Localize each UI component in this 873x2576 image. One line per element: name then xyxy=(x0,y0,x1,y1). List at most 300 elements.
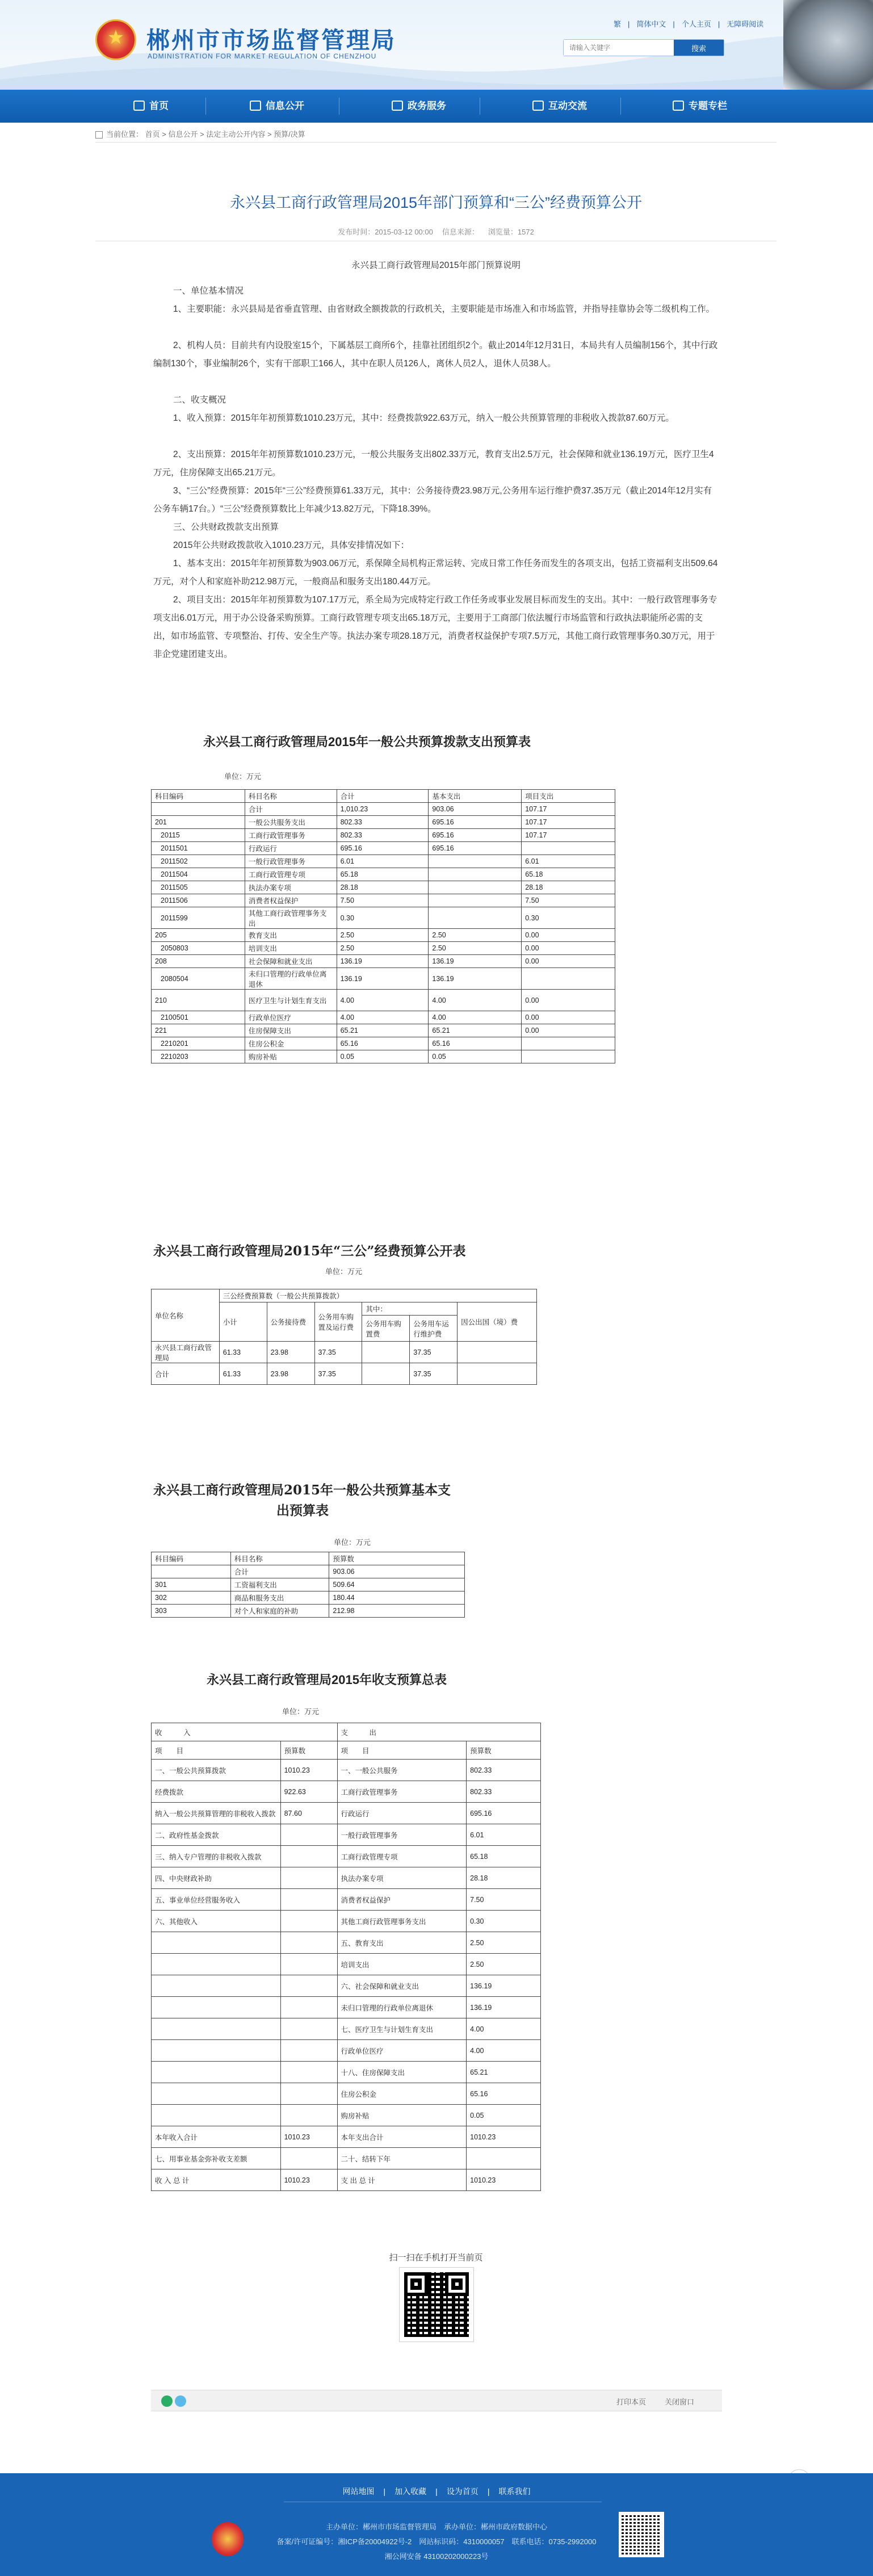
table-cell xyxy=(522,1050,615,1063)
table-row xyxy=(152,1975,541,1997)
link-contact[interactable]: 联系我们 xyxy=(498,2487,531,2496)
table-header: 项 目 xyxy=(337,1741,467,1760)
table-cell: 136.19 xyxy=(337,955,429,968)
table-row xyxy=(152,2062,541,2083)
table-cell: 七、用事业基金弥补收支差额 xyxy=(152,2148,281,2169)
table-cell: 28.18 xyxy=(522,881,615,894)
table-row xyxy=(152,1342,537,1363)
table-cell: 住房公积金 xyxy=(245,1037,337,1050)
table-cell: 695.16 xyxy=(467,1803,541,1824)
table-header: 公务用车购置费 xyxy=(362,1316,410,1342)
table-cell xyxy=(280,1975,337,1997)
table-cell xyxy=(280,1911,337,1932)
table-cell: 三、纳入专户管理的非税收入拨款 xyxy=(152,1846,281,1867)
table-cell: 2080504 xyxy=(152,968,245,990)
paragraph: 2、项目支出：2015年年初预算数为107.17万元，系全局为完成特定行政工作任务或事业发展目标而发生的支出。其中：一般行政管理事务专项支出6.01万元，用于办公设备采购预算。工商行政管理专项支出65.18万元，主要用于工商部门依法履行市场监管和行政执法职能所必需的支出，如市场监管、专项整治、打传、安全生产等。执法办案专项28.18万元，消费者权益保护专项7.5万元，其他工商行政管理事务0.30万元，用于非企党建团建支出。 xyxy=(153,595,717,659)
table-cell xyxy=(458,1363,537,1385)
table-row xyxy=(152,1363,537,1385)
table-row xyxy=(152,1954,541,1975)
article-title: 永兴县工商行政管理局2015年部门预算和“三公”经费预算公开 xyxy=(229,194,643,211)
table-cell: 一、一般公共服务 xyxy=(337,1760,467,1781)
table-cell: 7.50 xyxy=(337,894,429,907)
table-cell: 2011599 xyxy=(152,907,245,929)
table-cell: 802.33 xyxy=(467,1781,541,1803)
table-cell: 2210203 xyxy=(152,1050,245,1063)
table-cell: 802.33 xyxy=(467,1760,541,1781)
table-row xyxy=(152,1781,541,1803)
table-cell: 1010.23 xyxy=(280,1760,337,1781)
table-row xyxy=(152,1867,541,1889)
table-row xyxy=(152,1605,465,1618)
table-header: 预算数 xyxy=(280,1741,337,1760)
table-cell: 4.00 xyxy=(429,1011,522,1024)
table-cell: 消费者权益保护 xyxy=(245,894,337,907)
table-cell xyxy=(522,968,615,990)
site-title: 郴州市市场监督管理局 xyxy=(146,27,396,53)
table-cell: 4.00 xyxy=(429,990,522,1011)
table-cell: 4.00 xyxy=(337,1011,429,1024)
table-cell: 1010.23 xyxy=(280,2169,337,2191)
paragraph: 1、主要职能：永兴县局是省垂直管理、由省财政全额拨款的行政机关，主要职能是市场准入和市场监管，并指导挂靠协会等二级机构工作。 xyxy=(173,304,715,314)
table-cell: 7.50 xyxy=(522,894,615,907)
table-cell xyxy=(152,2040,281,2062)
table-header: 项目支出 xyxy=(522,790,615,803)
table-cell: 107.17 xyxy=(522,816,615,829)
table-cell: 一般公共服务支出 xyxy=(245,816,337,829)
table2-unit: 单位：万元 xyxy=(325,1267,363,1276)
table-cell: 802.33 xyxy=(337,816,429,829)
table-cell: 509.64 xyxy=(329,1578,465,1591)
table-row xyxy=(152,881,615,894)
table-cell: 205 xyxy=(152,929,245,942)
table-cell: 922.63 xyxy=(280,1781,337,1803)
table-cell xyxy=(362,1342,410,1363)
service-icon xyxy=(392,100,403,111)
table-header: 其中： xyxy=(362,1302,458,1316)
table-cell: 2.50 xyxy=(467,1954,541,1975)
table4-unit: 单位：万元 xyxy=(282,1707,320,1716)
table-cell: 903.06 xyxy=(329,1565,465,1578)
table-row xyxy=(152,829,615,842)
table-cell: 695.16 xyxy=(429,829,522,842)
table1-unit: 单位：万元 xyxy=(224,772,262,781)
table-cell: 136.19 xyxy=(337,968,429,990)
table-row xyxy=(152,1024,615,1037)
table-cell xyxy=(152,1932,281,1954)
table-row xyxy=(152,1037,615,1050)
table-cell: 136.19 xyxy=(429,955,522,968)
table-cell: 1010.23 xyxy=(467,2169,541,2191)
table-cell: 2100501 xyxy=(152,1011,245,1024)
table-cell: 行政单位医疗 xyxy=(245,1011,337,1024)
crumb-home[interactable]: 首页 xyxy=(145,130,160,139)
table-cell: 87.60 xyxy=(280,1803,337,1824)
paragraph: 2、机构人员：目前共有内设股室15个，下属基层工商所6个，挂靠社团组织2个。截止2014年12月31日，本局共有人员编制156个，其中行政编制130个，事业编制26个，实有干部职工166人，其中在职人员126人，离休人员2人，退休人员38人。 xyxy=(153,341,718,368)
table-cell: 1,010.23 xyxy=(337,803,429,816)
footer-host: 主办单位：郴州市市场监督管理局 承办单位：郴州市政府数据中心 xyxy=(325,2523,547,2531)
document-icon xyxy=(250,100,261,111)
table-row xyxy=(152,1911,541,1932)
table-cell: 4.00 xyxy=(337,990,429,1011)
table-row xyxy=(152,1578,465,1591)
table-cell: 107.17 xyxy=(522,829,615,842)
paragraph: 一、单位基本情况 xyxy=(173,286,244,296)
table-cell: 合计 xyxy=(152,1363,220,1385)
table-header: 因公出国（境）费 xyxy=(458,1302,537,1342)
paragraph: 二、收支概况 xyxy=(173,395,226,405)
table-cell: 1010.23 xyxy=(467,2126,541,2148)
table-cell: 802.33 xyxy=(337,829,429,842)
table-cell: 136.19 xyxy=(467,1975,541,1997)
link-personal[interactable]: 个人主页 xyxy=(681,20,711,28)
table-row xyxy=(152,955,615,968)
table-cell: 37.35 xyxy=(410,1342,458,1363)
table-cell: 212.98 xyxy=(329,1605,465,1618)
table-cell: 0.00 xyxy=(522,929,615,942)
table-cell: 支 出 总 计 xyxy=(337,2169,467,2191)
table-cell: 执法办案专项 xyxy=(337,1867,467,1889)
table-cell: 2.50 xyxy=(337,942,429,955)
footer-qr-code xyxy=(619,2512,664,2557)
table-cell: 执法办案专项 xyxy=(245,881,337,894)
table-cell: 行政运行 xyxy=(245,842,337,855)
table-cell xyxy=(152,1954,281,1975)
budget-table-general xyxy=(151,789,615,1063)
footer-links: 网站地图 | 加入收藏 | 设为首页 | 联系我们 xyxy=(342,2487,531,2496)
article-meta: 发布时间：2015-03-12 00:00 信息来源： 浏览量：1572 xyxy=(338,228,534,236)
table-cell xyxy=(280,1997,337,2018)
table-cell: 136.19 xyxy=(429,968,522,990)
table-cell: 对个人和家庭的补助 xyxy=(230,1605,329,1618)
table-cell: 六、其他收入 xyxy=(152,1911,281,1932)
table-cell: 0.30 xyxy=(522,907,615,929)
table-cell xyxy=(152,1997,281,2018)
table-cell: 23.98 xyxy=(267,1363,314,1385)
table-cell: 七、医疗卫生与计划生育支出 xyxy=(337,2018,467,2040)
table-row xyxy=(152,942,615,955)
table-row xyxy=(152,1760,541,1781)
link-simplified[interactable]: 简体中文 xyxy=(636,20,666,28)
table-cell xyxy=(429,894,522,907)
table-cell: 6.01 xyxy=(337,855,429,868)
table-cell: 61.33 xyxy=(219,1342,267,1363)
table-header: 预算数 xyxy=(329,1552,465,1565)
paragraph: 2015年公共财政拨款收入1010.23万元，具体安排情况如下： xyxy=(173,541,410,550)
table-row xyxy=(152,2083,541,2105)
table-row xyxy=(152,2040,541,2062)
table-row xyxy=(152,990,615,1011)
table-row xyxy=(152,894,615,907)
table-cell: 二十、结转下年 xyxy=(337,2148,467,2169)
table-cell xyxy=(280,2062,337,2083)
table-header: 科目编码 xyxy=(152,1552,231,1565)
table-cell: 工资福利支出 xyxy=(230,1578,329,1591)
table3-title: 永兴县工商行政管理局2015年一般公共预算基本支 xyxy=(153,1482,451,1498)
table-cell: 65.21 xyxy=(337,1024,429,1037)
link-favorite[interactable]: 加入收藏 xyxy=(394,2487,427,2496)
table-cell: 107.17 xyxy=(522,803,615,816)
table-cell: 2.50 xyxy=(467,1932,541,1954)
national-emblem-icon xyxy=(95,19,136,60)
table-row xyxy=(152,1997,541,2018)
table-cell: 社会保障和就业支出 xyxy=(245,955,337,968)
site-footer xyxy=(0,2473,873,2576)
table-cell: 20115 xyxy=(152,829,245,842)
table-cell: 0.00 xyxy=(522,990,615,1011)
table-cell xyxy=(429,881,522,894)
table-header-row xyxy=(152,1723,541,1741)
table-header: 项 目 xyxy=(152,1741,281,1760)
chat-icon xyxy=(532,100,544,111)
table3-unit: 单位：万元 xyxy=(334,1538,371,1547)
table-cell xyxy=(429,907,522,929)
table-cell: 1010.23 xyxy=(280,2126,337,2148)
page-qr-code xyxy=(400,2268,473,2342)
table-cell: 住房保障支出 xyxy=(245,1024,337,1037)
table-cell: 培训支出 xyxy=(245,942,337,955)
search-box xyxy=(563,39,724,56)
table-cell: 65.21 xyxy=(467,2062,541,2083)
table-cell: 0.05 xyxy=(429,1050,522,1063)
table-cell: 2210201 xyxy=(152,1037,245,1050)
table-cell: 培训支出 xyxy=(337,1954,467,1975)
table-cell xyxy=(280,2018,337,2040)
table-cell: 工商行政管理专项 xyxy=(337,1846,467,1867)
link-accessibility[interactable]: 无障碍阅读 xyxy=(727,20,764,28)
nav-info-public[interactable]: 信息公开 xyxy=(250,90,304,123)
table-header: 三公经费预算数（一般公共预算拨款） xyxy=(219,1289,536,1302)
table-cell: 二、政府性基金拨款 xyxy=(152,1824,281,1846)
table-cell: 合计 xyxy=(230,1565,329,1578)
nav-topics[interactable]: 专题专栏 xyxy=(673,90,727,123)
table-cell: 其他工商行政管理事务支出 xyxy=(337,1911,467,1932)
nav-services[interactable]: 政务服务 xyxy=(392,90,446,123)
table-cell: 消费者权益保护 xyxy=(337,1889,467,1911)
location-icon xyxy=(95,131,103,139)
table-header: 科目编码 xyxy=(152,790,245,803)
table-cell xyxy=(429,855,522,868)
crumb-info[interactable]: 信息公开 xyxy=(168,130,198,139)
basic-expenditure-table xyxy=(151,1552,465,1618)
table-header: 支 出 xyxy=(337,1723,540,1741)
table-cell xyxy=(152,803,245,816)
table-cell: 其他工商行政管理事务支出 xyxy=(245,907,337,929)
table-cell: 0.05 xyxy=(467,2105,541,2126)
table-cell: 六、社会保障和就业支出 xyxy=(337,1975,467,1997)
table-cell xyxy=(280,2083,337,2105)
table-row xyxy=(152,968,615,990)
table-cell: 本年收入合计 xyxy=(152,2126,281,2148)
table-cell: 695.16 xyxy=(429,842,522,855)
table-cell xyxy=(522,842,615,855)
table-cell: 0.00 xyxy=(522,1011,615,1024)
table-row xyxy=(152,803,615,816)
table-cell: 4.00 xyxy=(467,2040,541,2062)
table-row xyxy=(152,816,615,829)
crumb-budget[interactable]: 预算/决算 xyxy=(274,130,305,139)
search-button[interactable]: 搜索 xyxy=(674,40,724,56)
table-cell xyxy=(280,2040,337,2062)
table-cell: 未归口管理的行政单位离退休 xyxy=(245,968,337,990)
table-row xyxy=(152,1889,541,1911)
divider xyxy=(95,142,777,143)
table-row xyxy=(152,2148,541,2169)
table-header: 科目名称 xyxy=(230,1552,329,1565)
table-cell: 4.00 xyxy=(467,2018,541,2040)
link-homepage[interactable]: 设为首页 xyxy=(446,2487,479,2496)
home-icon xyxy=(133,100,145,111)
table4-title: 永兴县工商行政管理局2015年收支预算总表 xyxy=(207,1673,447,1687)
close-button[interactable]: 关闭窗口 xyxy=(665,2398,695,2406)
table-cell: 2011504 xyxy=(152,868,245,881)
top-links: 繁 | 简体中文 | 个人主页 | 无障碍阅读 xyxy=(614,20,764,28)
table-row xyxy=(152,2105,541,2126)
table-cell: 未归口管理的行政单位离退休 xyxy=(337,1997,467,2018)
table-cell: 一般行政管理事务 xyxy=(337,1824,467,1846)
table-cell: 37.35 xyxy=(314,1363,362,1385)
table-cell: 301 xyxy=(152,1578,231,1591)
link-traditional[interactable]: 繁 xyxy=(614,20,622,28)
table3-title: 出预算表 xyxy=(276,1503,329,1518)
qzone-icon[interactable] xyxy=(175,2395,186,2407)
paragraph: 三、公共财政拨款支出预算 xyxy=(173,522,279,532)
table-cell xyxy=(152,2018,281,2040)
table-cell: 行政运行 xyxy=(337,1803,467,1824)
paragraph: 1、基本支出：2015年年初预算数为903.06万元，系保障全局机构正常运转、完成日常工作任务而发生的各项支出，包括工资福利支出509.64万元，对个人和家庭补助212.98万元，一般商品和服务支出180.44万元。 xyxy=(153,559,718,587)
table-cell: 65.18 xyxy=(337,868,429,881)
table-cell: 903.06 xyxy=(429,803,522,816)
table-header-row xyxy=(152,790,615,803)
table-header: 单位名称 xyxy=(152,1289,220,1342)
table-cell: 纳入一般公共预算管理的非税收入拨款 xyxy=(152,1803,281,1824)
table-cell: 65.18 xyxy=(467,1846,541,1867)
table-cell: 工商行政管理专项 xyxy=(245,868,337,881)
revenue-expenditure-table xyxy=(151,1723,541,2191)
table-row xyxy=(152,1011,615,1024)
table-header: 基本支出 xyxy=(429,790,522,803)
table-cell: 行政单位医疗 xyxy=(337,2040,467,2062)
table-cell: 本年支出合计 xyxy=(337,2126,467,2148)
table-row xyxy=(152,868,615,881)
table-header: 公务用车运行维护费 xyxy=(410,1316,458,1342)
footer-police: 湘公网安备 43100202000223号 xyxy=(384,2552,489,2561)
table-cell xyxy=(152,1975,281,1997)
table-row xyxy=(152,929,615,942)
table-cell xyxy=(152,2062,281,2083)
table-cell: 住房公积金 xyxy=(337,2083,467,2105)
table-cell: 五、事业单位经营服务收入 xyxy=(152,1889,281,1911)
table-row xyxy=(152,1932,541,1954)
table-cell: 61.33 xyxy=(219,1363,267,1385)
table-cell: 工商行政管理事务 xyxy=(245,829,337,842)
table-header: 科目名称 xyxy=(245,790,337,803)
print-button[interactable]: 打印本页 xyxy=(616,2398,647,2406)
site-subtitle: ADMINISTRATION FOR MARKET REGULATION OF CHENZHOU xyxy=(148,52,377,60)
table-cell: 28.18 xyxy=(337,881,429,894)
breadcrumb: 当前位置： 首页 > 信息公开 > 法定主动公开内容 > 预算/决算 xyxy=(95,128,305,139)
table-cell: 2.50 xyxy=(337,929,429,942)
table-cell xyxy=(152,2105,281,2126)
table-row xyxy=(152,2169,541,2191)
paragraph: 2、支出预算：2015年年初预算数1010.23万元，一般公共服务支出802.33万元，教育支出2.5万元，社会保障和就业136.19万元，医疗卫生4万元，住房保障支出65.21万元。 xyxy=(153,450,714,477)
table-cell: 303 xyxy=(152,1605,231,1618)
table-cell: 28.18 xyxy=(467,1867,541,1889)
table-cell: 经费拨款 xyxy=(152,1781,281,1803)
table-cell xyxy=(280,2148,337,2169)
stone-lion-image xyxy=(783,0,873,90)
table-cell: 2011502 xyxy=(152,855,245,868)
table-cell: 一、一般公共预算拨款 xyxy=(152,1760,281,1781)
table-header: 合计 xyxy=(337,790,429,803)
table-row xyxy=(152,1803,541,1824)
table-cell: 收 入 总 计 xyxy=(152,2169,281,2191)
table-row xyxy=(152,1591,465,1605)
table-cell xyxy=(429,868,522,881)
table-cell xyxy=(280,2105,337,2126)
table-header: 公务用车购置及运行费 xyxy=(314,1302,362,1342)
table-cell xyxy=(280,1889,337,1911)
table-cell: 6.01 xyxy=(467,1824,541,1846)
table-header: 公务接待费 xyxy=(267,1302,314,1342)
table-cell xyxy=(280,1867,337,1889)
table-row xyxy=(152,2018,541,2040)
main-nav xyxy=(0,90,873,123)
table-cell: 210 xyxy=(152,990,245,1011)
table-cell xyxy=(280,1932,337,1954)
table-cell: 0.30 xyxy=(467,1911,541,1932)
qr-caption: 扫一扫在手机打开当前页 xyxy=(389,2253,483,2263)
paragraph: 3、“三公”经费预算：2015年“三公”经费预算61.33万元，其中：公务接待费23.98万元,公务用车运行维护费37.35万元（截止2014年12月实有公务车辆17台。）“三公”经费预算数比上年减少13.82万元，下降18.39%。 xyxy=(153,486,712,514)
table-row xyxy=(152,855,615,868)
table-cell: 永兴县工商行政管理局 xyxy=(152,1342,220,1363)
nav-home[interactable]: 首页 xyxy=(133,90,169,123)
crumb-legal[interactable]: 法定主动公开内容 xyxy=(206,130,266,139)
table-header-row xyxy=(152,1741,541,1760)
table-cell: 7.50 xyxy=(467,1889,541,1911)
table-cell: 695.16 xyxy=(337,842,429,855)
table1-title: 永兴县工商行政管理局2015年一般公共预算拨款支出预算表 xyxy=(203,735,531,749)
table-header-row xyxy=(152,1552,465,1565)
nav-interaction[interactable]: 互动交流 xyxy=(532,90,587,123)
article-heading: 永兴县工商行政管理局2015年部门预算说明 xyxy=(351,261,521,270)
table-cell: 十八、住房保障支出 xyxy=(337,2062,467,2083)
table-cell: 2.50 xyxy=(429,942,522,955)
table-cell: 208 xyxy=(152,955,245,968)
table-cell: 四、中央财政补助 xyxy=(152,1867,281,1889)
table-cell: 302 xyxy=(152,1591,231,1605)
three-public-table xyxy=(151,1289,537,1385)
table-header: 收 入 xyxy=(152,1723,338,1741)
table-cell: 180.44 xyxy=(329,1591,465,1605)
table-cell: 购房补贴 xyxy=(245,1050,337,1063)
table-cell: 2050803 xyxy=(152,942,245,955)
table-row xyxy=(152,1565,465,1578)
table-cell: 一般行政管理事务 xyxy=(245,855,337,868)
table-cell xyxy=(458,1342,537,1363)
share-bar xyxy=(151,2390,722,2411)
table-row xyxy=(152,1824,541,1846)
table-row xyxy=(152,1050,615,1063)
search-input[interactable] xyxy=(564,40,671,56)
table-cell: 6.01 xyxy=(522,855,615,868)
table-cell xyxy=(152,2083,281,2105)
table-cell: 0.30 xyxy=(337,907,429,929)
topic-icon xyxy=(673,100,684,111)
table-cell: 2011501 xyxy=(152,842,245,855)
link-sitemap[interactable]: 网站地图 xyxy=(342,2487,375,2496)
wechat-icon[interactable] xyxy=(161,2395,173,2407)
table-cell: 136.19 xyxy=(467,1997,541,2018)
